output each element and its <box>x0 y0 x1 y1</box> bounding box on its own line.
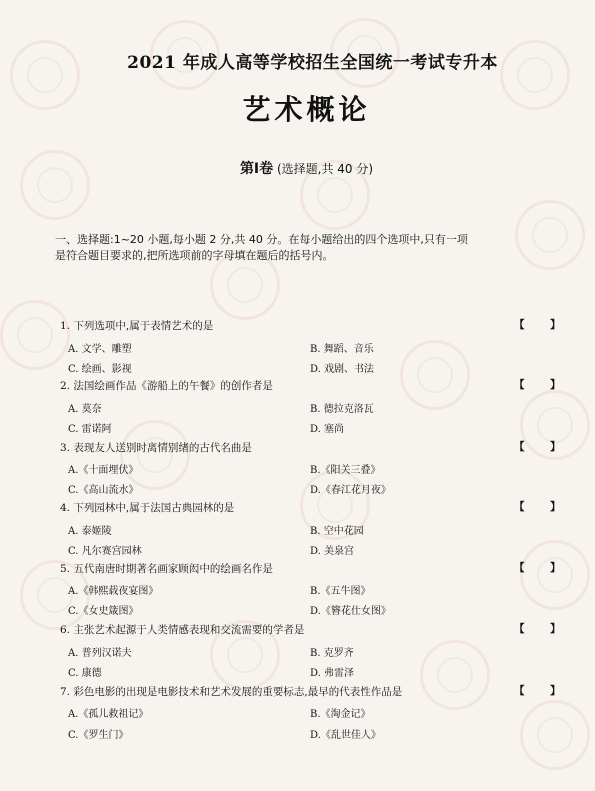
question-stem: 4. 下列园林中,属于法国古典园林的是 <box>60 502 235 514</box>
option-c: C.《女史箴图》 <box>68 606 139 617</box>
option-c: C. 凡尔赛宫园林 <box>68 546 142 557</box>
option-d: D. 戏剧、书法 <box>310 364 375 375</box>
section-title <box>0 158 595 178</box>
watermark-seal <box>520 540 590 610</box>
answer-bracket: 【 】 <box>514 562 561 574</box>
watermark-seal <box>515 200 585 270</box>
option-c: C.《高山流水》 <box>68 485 139 496</box>
option-d: D.《簪花仕女图》 <box>310 606 391 617</box>
option-c: C.《罗生门》 <box>68 730 129 741</box>
question-stem: 6. 主张艺术起源于人类情感表现和交流需要的学者是 <box>60 624 305 636</box>
answer-bracket: 【 】 <box>514 319 561 331</box>
watermark-seal <box>120 420 190 490</box>
answer-bracket: 【 】 <box>514 623 561 635</box>
option-a: A.《十面埋伏》 <box>68 465 139 476</box>
watermark-seal <box>400 340 470 410</box>
option-d: D.《乱世佳人》 <box>310 730 381 741</box>
option-a: A. 泰姬陵 <box>68 526 112 537</box>
question-stem: 2. 法国绘画作品《游船上的午餐》的创作者是 <box>60 380 273 392</box>
instructions: 一、选择题:1~20 小题,每小题 2 分,共 40 分。在每小题给出的四个选项中,只有一项是符合题目要求的,把所选项前的字母填在题后的括号内。 <box>55 233 468 262</box>
section-note: (选择题,共 40 分) <box>276 162 374 176</box>
option-d: D. 弗雷泽 <box>310 668 355 679</box>
option-b: B. 舞蹈、音乐 <box>310 344 374 355</box>
option-d: D. 塞尚 <box>310 424 345 435</box>
option-b: B.《五牛图》 <box>310 586 371 597</box>
watermark-seal <box>520 700 590 770</box>
option-a: A. 普列汉诺夫 <box>68 648 132 659</box>
option-c: C. 雷诺阿 <box>68 424 112 435</box>
exam-title: 2021 年成人高等学校招生全国统一考试专升本 <box>127 53 498 73</box>
option-b: B. 德拉克洛瓦 <box>310 404 374 415</box>
question-stem: 5. 五代南唐时期著名画家顾闳中的绘画名作是 <box>60 563 273 575</box>
option-b: B. 空中花园 <box>310 526 364 537</box>
option-a: A.《韩熙载夜宴图》 <box>68 586 159 597</box>
subject-title: 艺术概论 <box>242 93 371 126</box>
answer-bracket: 【 】 <box>514 501 561 513</box>
answer-bracket: 【 】 <box>514 379 561 391</box>
question-stem: 7. 彩色电影的出现是电影技术和艺术发展的重要标志,最早的代表性作品是 <box>60 686 403 698</box>
option-d: D. 美泉宫 <box>310 546 355 557</box>
watermark-seal <box>420 640 490 710</box>
question-stem: 3. 表现友人送别时离情别绪的古代名曲是 <box>60 442 252 454</box>
option-a: A. 文学、雕塑 <box>68 344 132 355</box>
option-d: D.《春江花月夜》 <box>310 485 391 496</box>
option-c: C. 康德 <box>68 668 102 679</box>
answer-bracket: 【 】 <box>514 685 561 697</box>
option-b: B.《淘金记》 <box>310 709 371 720</box>
option-c: C. 绘画、影视 <box>68 364 132 375</box>
option-b: B. 克罗齐 <box>310 648 354 659</box>
question-stem: 1. 下列选项中,属于表情艺术的是 <box>60 320 214 332</box>
option-b: B.《阳关三叠》 <box>310 465 381 476</box>
option-a: A. 莫奈 <box>68 404 102 415</box>
section-label: 第Ⅰ卷 <box>239 161 274 177</box>
watermark-seal <box>0 300 70 370</box>
option-a: A.《孤儿救祖记》 <box>68 709 149 720</box>
answer-bracket: 【 】 <box>514 441 561 453</box>
